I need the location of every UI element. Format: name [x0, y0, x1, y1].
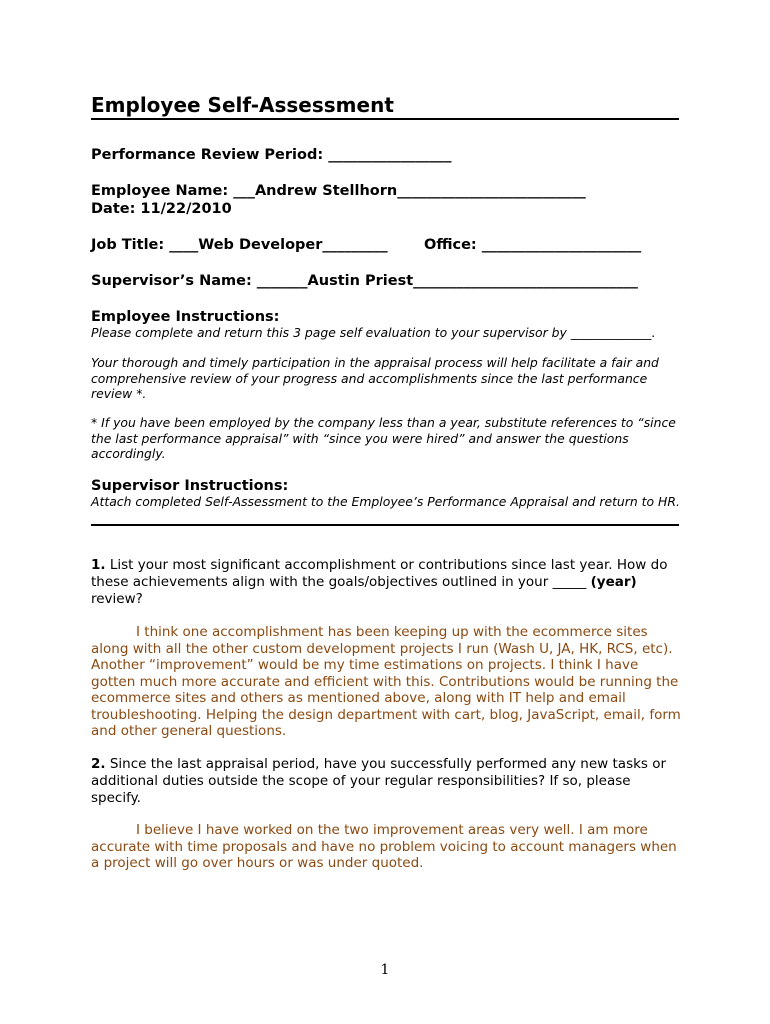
- question-1-year: (year): [590, 574, 637, 590]
- supervisor-instructions-text: Attach completed Self-Assessment to the Employee’s Performance Appraisal and return to HR.: [91, 494, 680, 509]
- employee-instructions-para3: * If you have been employed by the company less than a year, substitute references to “since the last performance appraisal” with “since you were hired” and answer the questions accordingly.: [91, 415, 676, 461]
- instructions-line1-blank: _____________.: [570, 325, 656, 340]
- employee-instructions-para2: Your thorough and timely participation in the appraisal process will help facilitate a fair and comprehensive review of your progress and accomplishments since the last performance review *.: [91, 355, 659, 401]
- question-2-text: Since the last appraisal period, have you successfully performed any new tasks or additional duties outside the scope of your regular responsibilities? If so, please specify.: [91, 756, 667, 806]
- question-1-text-a: List your most significant accomplishment or contributions since last year. How do these achievements align with the goals/objectives outlined in your _____: [91, 557, 668, 590]
- review-period-field: Performance Review Period: _________________: [91, 147, 452, 163]
- supervisor-name-field: Supervisor’s Name: _______Austin Priest_______________________________: [91, 273, 638, 289]
- date-field: Date: 11/22/2010: [91, 201, 232, 217]
- page-number: 1: [380, 962, 390, 978]
- office-field: Office: ______________________: [424, 237, 642, 253]
- question-2-number: 2.: [91, 756, 106, 772]
- answer-2: I believe I have worked on the two improvement areas very well. I am more accurate with time proposals and have no problem voicing to account managers when a project will go over hours or was under quoted.: [91, 822, 677, 871]
- employee-name-field: Employee Name: ___Andrew Stellhorn__________________________: [91, 183, 586, 199]
- question-1-text-c: review?: [91, 591, 143, 607]
- employee-instructions-line1: [91, 325, 681, 341]
- supervisor-instructions-heading: Supervisor Instructions:: [91, 478, 289, 494]
- title-divider: [91, 118, 679, 120]
- job-title-field: Job Title: ____Web Developer_________: [91, 237, 388, 253]
- employee-instructions-heading: Employee Instructions:: [91, 309, 280, 325]
- answer-1: I think one accomplishment has been keeping up with the ecommerce sites along with all the other custom development projects I run (Wash U, JA, HK, RCS, etc). Another “improvement” would be my time estimations on projects. I think I have gotten much more accurate and efficient with this. Contributions would be running the ecommerce sites and others as mentioned above, along with IT help and email troubleshooting. Helping the design department with cart, blog, JavaScript, email, form and other general questions.: [91, 624, 681, 739]
- instructions-divider: [91, 524, 679, 526]
- instructions-line1-text: Please complete and return this 3 page self evaluation to your supervisor by: [91, 325, 571, 340]
- question-1-number: 1.: [91, 557, 106, 573]
- question-2: [91, 756, 681, 807]
- page-title: Employee Self-Assessment: [91, 93, 394, 117]
- question-1: [91, 557, 681, 608]
